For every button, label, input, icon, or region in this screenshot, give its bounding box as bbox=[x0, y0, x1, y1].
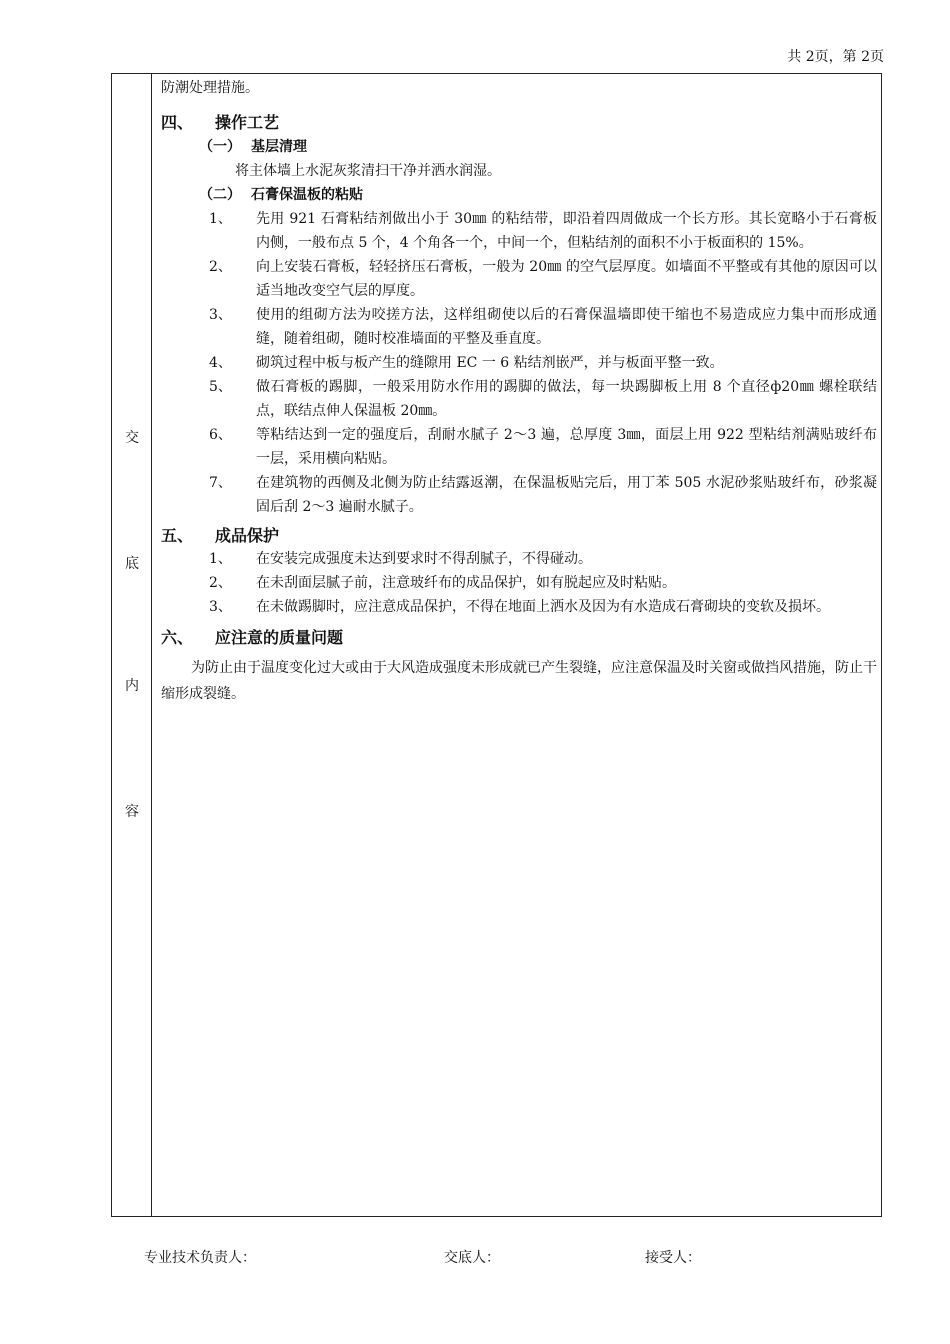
row-label-char: 内 bbox=[125, 678, 139, 694]
item-text: 在未做踢脚时，应注意成品保护，不得在地面上洒水及因为有水造成石膏砌块的变软及损坏。 bbox=[256, 599, 830, 615]
section-title: 应注意的质量问题 bbox=[215, 628, 344, 647]
item-number: 7、 bbox=[209, 475, 232, 491]
item-number: 2、 bbox=[209, 259, 232, 275]
tech-lead-signature: 专业技术负责人： bbox=[144, 1250, 256, 1266]
section-number: 六、 bbox=[161, 628, 194, 647]
page-info: 共 2页，第 2页 bbox=[787, 49, 884, 65]
receiver-signature: 接受人： bbox=[645, 1250, 701, 1266]
section-number: 四、 bbox=[161, 113, 194, 132]
list-item bbox=[161, 207, 877, 255]
subsection-text: 将主体墙上水泥灰浆清扫干净并洒水润湿。 bbox=[235, 163, 501, 179]
list-item bbox=[161, 351, 877, 375]
section-heading bbox=[161, 525, 877, 547]
list-item bbox=[161, 375, 877, 423]
item-text: 等粘结达到一定的强度后，刮耐水腻子 2～3 遍，总厚度 3㎜，面层上用 922 型粘结剂满贴玻纤布一层，采用横向粘贴。 bbox=[256, 427, 877, 467]
item-number: 3、 bbox=[209, 307, 232, 323]
list-item bbox=[161, 547, 877, 571]
item-text: 做石膏板的踢脚，一般采用防水作用的踢脚的做法，每一块踢脚板上用 8 个直径ф20㎜ 螺栓联结点，联结点伸人保温板 20㎜。 bbox=[256, 379, 877, 419]
item-text: 在未刮面层腻子前，注意玻纤布的成品保护，如有脱起应及时粘贴。 bbox=[256, 575, 676, 591]
item-number: 1、 bbox=[209, 211, 232, 227]
item-number: 1、 bbox=[209, 551, 232, 567]
item-number: 3、 bbox=[209, 599, 232, 615]
section-heading bbox=[161, 112, 877, 134]
row-label-char: 底 bbox=[125, 556, 139, 572]
item-number: 5、 bbox=[209, 379, 232, 395]
item-text: 在安装完成强度未达到要求时不得刮腻子，不得碰动。 bbox=[256, 551, 592, 567]
item-number: 2、 bbox=[209, 575, 232, 591]
disclosure-table bbox=[111, 73, 882, 1217]
list-item bbox=[161, 303, 877, 351]
section-title: 操作工艺 bbox=[215, 113, 280, 132]
subsection-heading bbox=[161, 183, 877, 207]
item-number: 4、 bbox=[209, 355, 232, 371]
row-label-char: 容 bbox=[125, 804, 139, 820]
list-item bbox=[161, 595, 877, 619]
item-text: 使用的组砌方法为咬搓方法，这样组砌使以后的石膏保温墙即使干缩也不易造成应力集中而形成通缝，随着组砌，随时校准墙面的平整及垂直度。 bbox=[256, 307, 877, 347]
item-text: 砌筑过程中板与板产生的缝隙用 EC 一 6 粘结剂嵌严，并与板面平整一致。 bbox=[256, 355, 724, 371]
section-heading bbox=[161, 627, 877, 649]
item-number: 6、 bbox=[209, 427, 232, 443]
row-label-char: 交 bbox=[125, 430, 139, 446]
item-text: 在建筑物的西侧及北侧为防止结露返潮，在保温板贴完后，用丁苯 505 水泥砂浆贴玻纤布，砂浆凝固后刮 2～3 遍耐水腻子。 bbox=[256, 475, 877, 515]
section-paragraph: 为防止由于温度变化过大或由于大风造成强度未形成就已产生裂缝，应注意保温及时关窗或做挡风措施，防止干缩形成裂缝。 bbox=[161, 660, 877, 702]
section-number: 五、 bbox=[161, 526, 194, 545]
subsection-title: 石膏保温板的粘贴 bbox=[251, 187, 363, 203]
discloser-signature: 交底人： bbox=[444, 1250, 500, 1266]
section-title: 成品保护 bbox=[215, 526, 280, 545]
row-label-column bbox=[112, 74, 152, 1216]
list-item bbox=[161, 471, 877, 519]
subsection-number: （一） bbox=[199, 139, 241, 155]
list-item bbox=[161, 571, 877, 595]
item-text: 先用 921 石膏粘结剂做出小于 30㎜ 的粘结带，即沿着四周做成一个长方形。其长宽略小于石膏板内侧，一般布点 5 个，4 个角各一个，中间一个，但粘结剂的面积不小于板面积的 15%。 bbox=[256, 211, 877, 251]
item-text: 向上安装石膏板，轻轻挤压石膏板，一般为 20㎜ 的空气层厚度。如墙面不平整或有其他的原因可以适当地改变空气层的厚度。 bbox=[256, 259, 877, 299]
subsection-heading bbox=[161, 135, 877, 159]
subsection-number: （二） bbox=[199, 187, 241, 203]
list-item bbox=[161, 423, 877, 471]
disclosure-content bbox=[161, 74, 877, 707]
intro-line: 防潮处理措施。 bbox=[161, 80, 259, 96]
subsection-title: 基层清理 bbox=[251, 139, 307, 155]
list-item bbox=[161, 255, 877, 303]
